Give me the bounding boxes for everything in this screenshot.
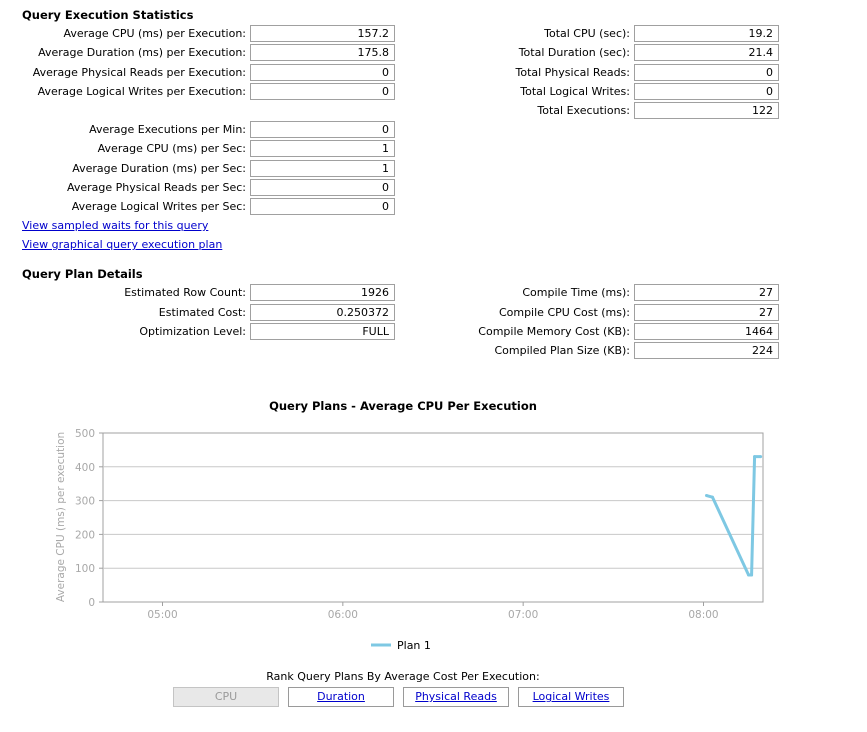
avg-phys-reads-per-sec-value: 0 xyxy=(250,179,395,196)
exec-stats-title: Query Execution Statistics xyxy=(22,8,194,22)
x-tick-label: 07:00 xyxy=(508,609,539,621)
y-tick-label: 400 xyxy=(74,461,95,474)
data-point xyxy=(753,455,756,458)
total-phys-reads-value: 0 xyxy=(634,64,779,81)
total-executions-label: Total Executions: xyxy=(537,104,630,117)
data-point xyxy=(747,573,750,576)
y-tick-label: 0 xyxy=(88,597,95,609)
avg-cpu-per-exec-label: Average CPU (ms) per Execution: xyxy=(63,27,246,40)
compile-time-label: Compile Time (ms): xyxy=(522,286,630,299)
compiled-plan-size-value: 224 xyxy=(634,342,779,359)
compile-memory-cost-label: Compile Memory Cost (KB): xyxy=(478,325,630,338)
total-phys-reads-label: Total Physical Reads: xyxy=(515,66,630,79)
x-tick-label: 08:00 xyxy=(688,609,719,621)
avg-log-writes-per-exec-label: Average Logical Writes per Execution: xyxy=(37,85,246,98)
compile-cpu-cost-label: Compile CPU Cost (ms): xyxy=(498,306,630,319)
x-tick-label: 05:00 xyxy=(147,609,178,621)
data-point xyxy=(750,573,753,576)
est-row-count-label: Estimated Row Count: xyxy=(124,286,246,299)
legend-label: Plan 1 xyxy=(397,639,431,652)
x-axis-ticks xyxy=(147,602,718,621)
avg-duration-per-sec-label: Average Duration (ms) per Sec: xyxy=(72,162,246,175)
avg-phys-reads-per-sec-label: Average Physical Reads per Sec: xyxy=(66,181,246,194)
avg-duration-per-sec-value: 1 xyxy=(250,160,395,177)
compile-cpu-cost-value: 27 xyxy=(634,304,779,321)
est-row-count-value: 1926 xyxy=(250,284,395,301)
data-point xyxy=(759,455,762,458)
total-log-writes-value: 0 xyxy=(634,83,779,100)
avg-log-writes-per-sec-value: 0 xyxy=(250,198,395,215)
rank-logical-writes-button[interactable]: Logical Writes xyxy=(518,687,624,707)
total-log-writes-label: Total Logical Writes: xyxy=(520,85,630,98)
avg-duration-per-exec-value: 175.8 xyxy=(250,44,395,61)
compiled-plan-size-label: Compiled Plan Size (KB): xyxy=(494,344,630,357)
plan-details-title: Query Plan Details xyxy=(22,267,143,281)
avg-log-writes-per-sec-label: Average Logical Writes per Sec: xyxy=(71,200,246,213)
avg-exec-per-min-value: 0 xyxy=(250,121,395,138)
optimization-level-label: Optimization Level: xyxy=(139,325,246,338)
avg-phys-reads-per-exec-label: Average Physical Reads per Execution: xyxy=(32,66,246,79)
total-executions-value: 122 xyxy=(634,102,779,119)
x-tick-label: 06:00 xyxy=(327,609,358,621)
view-graphical-plan-link[interactable]: View graphical query execution plan xyxy=(22,238,223,251)
total-cpu-value: 19.2 xyxy=(634,25,779,42)
total-duration-label: Total Duration (sec): xyxy=(518,46,630,59)
avg-log-writes-per-exec-value: 0 xyxy=(250,83,395,100)
rank-physical-reads-button[interactable]: Physical Reads xyxy=(403,687,509,707)
avg-duration-per-exec-label: Average Duration (ms) per Execution: xyxy=(38,46,246,59)
est-cost-value: 0.250372 xyxy=(250,304,395,321)
cpu-per-execution-chart xyxy=(0,420,867,660)
rank-duration-button[interactable]: Duration xyxy=(288,687,394,707)
data-point xyxy=(711,496,714,499)
y-axis-ticks xyxy=(75,428,103,609)
avg-cpu-per-sec-value: 1 xyxy=(250,140,395,157)
total-duration-value: 21.4 xyxy=(634,44,779,61)
chart-title: Query Plans - Average CPU Per Execution xyxy=(269,399,537,413)
y-tick-label: 100 xyxy=(74,563,95,576)
y-tick-label: 200 xyxy=(74,529,95,542)
compile-time-value: 27 xyxy=(634,284,779,301)
avg-phys-reads-per-exec-value: 0 xyxy=(250,64,395,81)
total-cpu-label: Total CPU (sec): xyxy=(544,27,630,40)
plot-area xyxy=(103,433,763,602)
rank-label: Rank Query Plans By Average Cost Per Execution: xyxy=(266,670,540,683)
est-cost-label: Estimated Cost: xyxy=(158,306,246,319)
y-axis-label: Average CPU (ms) per execution xyxy=(55,431,67,603)
avg-cpu-per-exec-value: 157.2 xyxy=(250,25,395,42)
rank-cpu-button[interactable]: CPU xyxy=(173,687,279,707)
avg-exec-per-min-label: Average Executions per Min: xyxy=(89,123,246,136)
avg-cpu-per-sec-label: Average CPU (ms) per Sec: xyxy=(97,142,246,155)
data-point xyxy=(705,494,708,497)
y-tick-label: 500 xyxy=(74,428,95,440)
y-tick-label: 300 xyxy=(74,495,95,508)
compile-memory-cost-value: 1464 xyxy=(634,323,779,340)
optimization-level-value: FULL xyxy=(250,323,395,340)
view-sampled-waits-link[interactable]: View sampled waits for this query xyxy=(22,219,209,232)
